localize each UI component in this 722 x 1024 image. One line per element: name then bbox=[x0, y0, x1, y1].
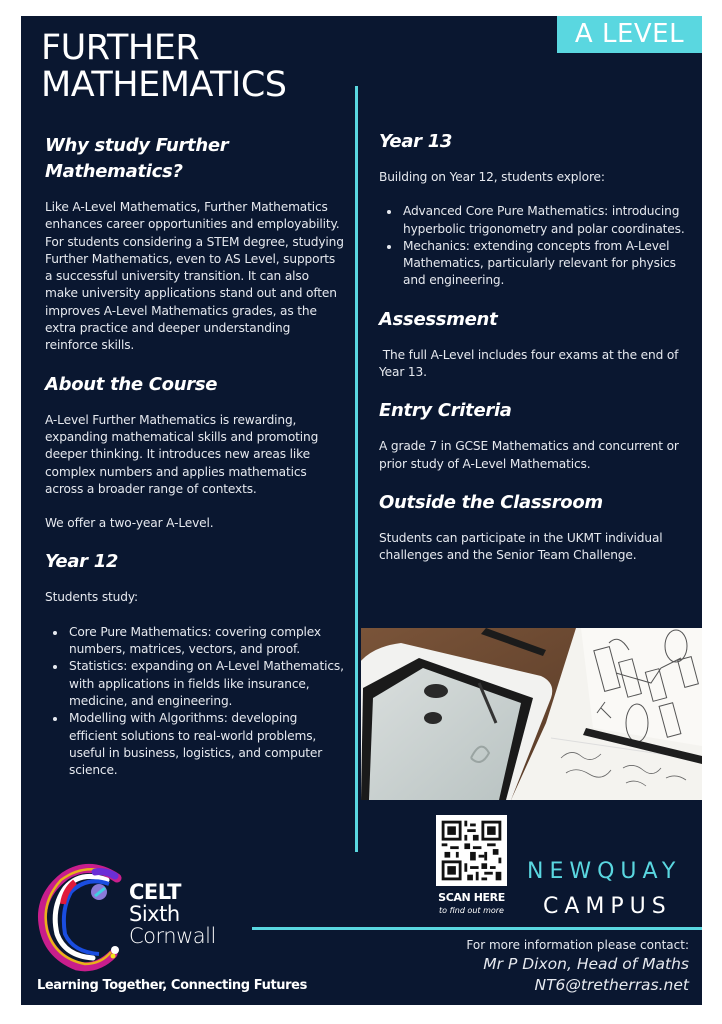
flyer-panel bbox=[21, 16, 702, 1005]
photo-illustration bbox=[361, 628, 702, 800]
list-item: • Core Pure Mathematics: covering complex numbers, matrices, vectors, and proof. bbox=[67, 624, 345, 659]
section-why-study bbox=[45, 133, 345, 355]
why-heading: Why study Further Mathematics? bbox=[45, 135, 229, 182]
title-line-2: MATHEMATICS bbox=[41, 65, 287, 105]
qr-code-icon bbox=[436, 815, 507, 886]
list-item: • Modelling with Algorithms: developing efficient solutions to real-world problems, useful in business, logistics, and computer science. bbox=[67, 710, 345, 779]
scan-here-label bbox=[424, 891, 519, 915]
logo-line-3: Cornwall bbox=[129, 924, 216, 948]
right-column bbox=[379, 129, 689, 565]
scan-here-text: SCAN HERE bbox=[438, 891, 505, 904]
entry-body: A grade 7 in GCSE Mathematics and concurrent or prior study of A-Level Mathematics. bbox=[379, 439, 679, 471]
campus-label: CAMPUS bbox=[543, 894, 672, 919]
celt-logo bbox=[35, 862, 255, 972]
contact-intro: For more information please contact: bbox=[466, 938, 689, 952]
list-item: • Mechanics: extending concepts from A-Level Mathematics, particularly relevant for physics and engineering. bbox=[401, 238, 689, 290]
section-year-12 bbox=[45, 549, 345, 779]
scan-here-subtext: to find out more bbox=[439, 906, 504, 915]
why-body: Like A-Level Mathematics, Further Mathematics enhances career opportunities and employability. For students considering a STEM degree, studying Further Mathematics, even to AS Level, supports a successful university transition. It can also make university applications stand out and often improves A-Level Mathematics grades, as the extra practice and deeper understanding reinforce skills. bbox=[45, 200, 344, 353]
section-entry-criteria bbox=[379, 398, 689, 473]
section-outside-classroom bbox=[379, 490, 689, 565]
page-title bbox=[41, 30, 287, 104]
about-body: A-Level Further Mathematics is rewarding, expanding mathematical skills and promoting deeper thinking. It introduces new areas like complex numbers and applies mathematics across a broader range of contexts. bbox=[45, 412, 319, 496]
about-body-2: We offer a two-year A-Level. bbox=[45, 516, 214, 531]
list-item: • Advanced Core Pure Mathematics: introducing hyperbolic trigonometry and polar coordinates. bbox=[401, 203, 689, 238]
entry-heading: Entry Criteria bbox=[379, 400, 512, 422]
year13-intro: Building on Year 12, students explore: bbox=[379, 170, 605, 184]
title-line-1: FURTHER bbox=[41, 28, 200, 68]
logo-wordmark bbox=[129, 881, 216, 947]
logo-line-2: Sixth bbox=[129, 902, 180, 926]
contact-block bbox=[466, 936, 689, 996]
campus-name: NEWQUAY bbox=[527, 859, 682, 884]
year13-list bbox=[379, 203, 689, 289]
list-item: • Statistics: expanding on A-Level Mathematics, with applications in fields like insurance, medicine, and engineering. bbox=[67, 658, 345, 710]
logo-line-1: CELT bbox=[129, 880, 181, 904]
section-year-13 bbox=[379, 129, 689, 290]
left-column bbox=[45, 133, 345, 779]
contact-email[interactable]: NT6@tretherras.net bbox=[534, 976, 689, 994]
about-heading: About the Course bbox=[45, 373, 218, 395]
qr-code[interactable] bbox=[436, 815, 507, 886]
assessment-body: The full A-Level includes four exams at the end of Year 13. bbox=[379, 347, 683, 380]
assessment-heading: Assessment bbox=[379, 308, 498, 330]
year12-heading: Year 12 bbox=[45, 551, 119, 573]
level-badge: A LEVEL bbox=[557, 16, 702, 53]
vertical-divider bbox=[355, 86, 358, 852]
section-assessment bbox=[379, 307, 689, 382]
year12-intro: Students study: bbox=[45, 590, 138, 605]
outside-body: Students can participate in the UKMT individual challenges and the Senior Team Challenge. bbox=[379, 530, 663, 563]
celt-c-logo-icon bbox=[35, 862, 127, 972]
horizontal-divider bbox=[252, 927, 702, 930]
tagline: Learning Together, Connecting Futures bbox=[37, 978, 307, 993]
tablet-notebook-photo bbox=[361, 628, 702, 800]
contact-name: Mr P Dixon, Head of Maths bbox=[483, 955, 689, 973]
year13-heading: Year 13 bbox=[379, 131, 453, 152]
outside-heading: Outside the Classroom bbox=[379, 491, 603, 513]
year12-list bbox=[45, 624, 345, 780]
section-about bbox=[45, 372, 345, 533]
